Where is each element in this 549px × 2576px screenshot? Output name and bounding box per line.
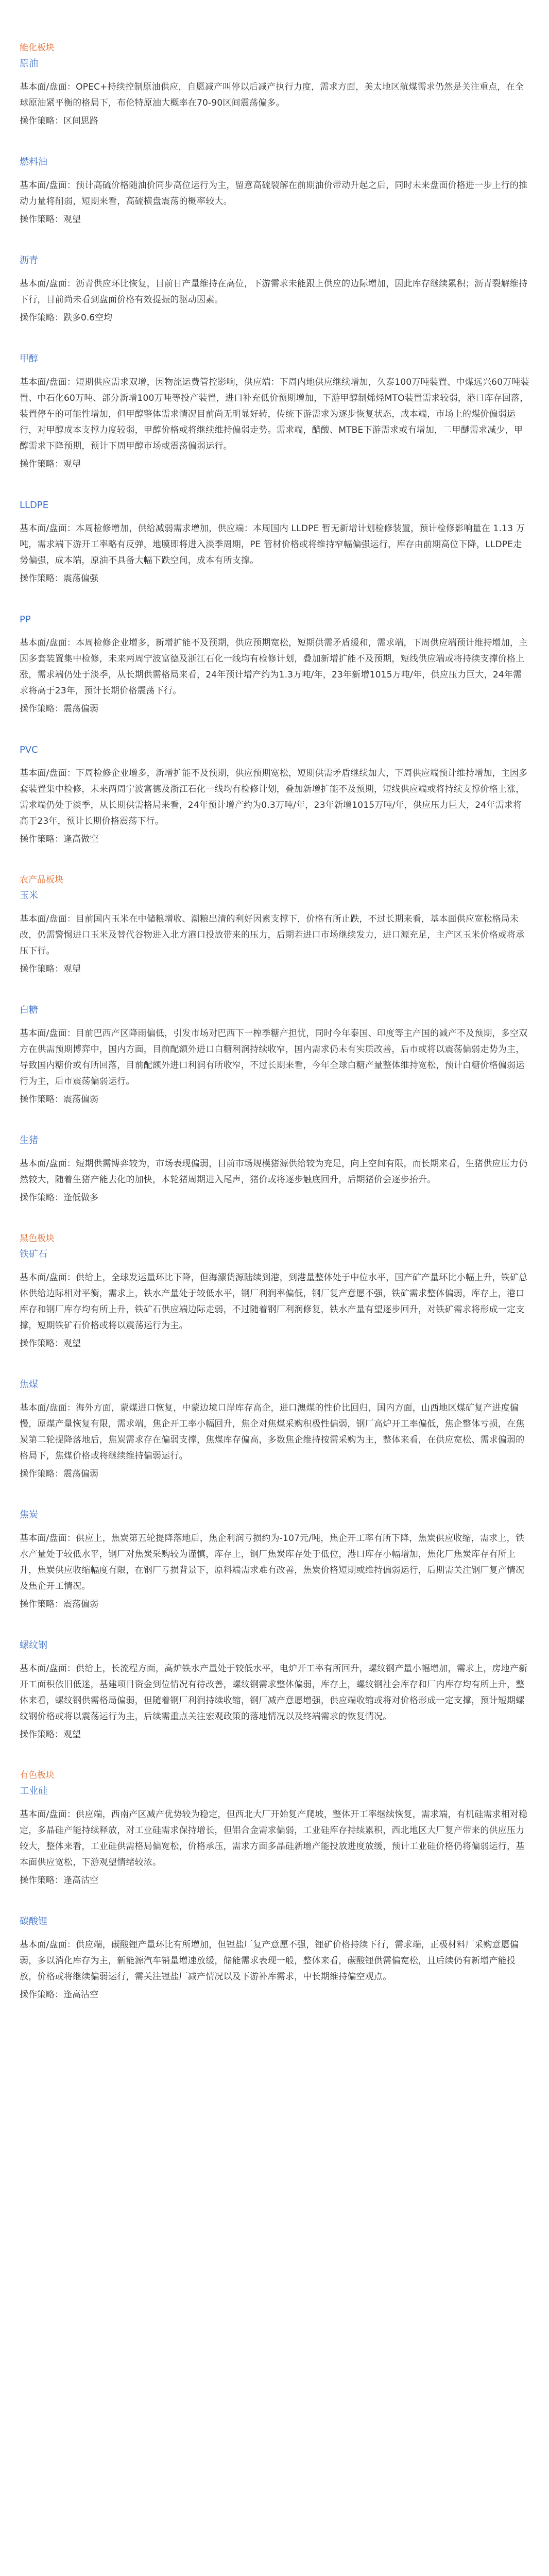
commodity-title: 铁矿石 — [20, 1249, 47, 1260]
commodity-title: 焦煤 — [20, 1379, 38, 1390]
analysis-paragraph: 基本面/盘面：短期供需博弈较为，市场表现偏弱，目前市场规模猪源供给较为充足，向上空间有限，而长期来看，生猪供应压力仍然较大，随着生猪产能去化的加快，本轮猪周期进入尾声，猪价或将逐步触底回升，后期猪价会逐步抬升。 — [20, 1159, 528, 1185]
commodity-title: 甲醇 — [20, 353, 38, 364]
commodity-section — [20, 499, 529, 587]
commodity-title: LLDPE — [20, 500, 49, 511]
strategy-line: 操作策略：跌多0.6空均 — [20, 313, 113, 323]
analysis-paragraph: 基本面/盘面：供应端，西南产区减产优势较为稳定，但西北大厂开始复产爬坡，整体开工率继续恢复，需求端，有机硅需求相对稳定，多晶硅产能持续释放，对工业硅需求保持增长，但铝合金需求偏弱，工业硅库存持续累积，西北地区大厂复产带来的供应压力较大，整体来看，工业硅供需格局偏宽松，价格承压，需求方面多晶硅新增产能投放进度放缓，预计工业硅价格仍将偏弱运行，基本面供应宽松，下游观望情绪较浓。 — [20, 1809, 528, 1868]
commodity-title: 工业硅 — [20, 1786, 47, 1797]
strategy-line: 操作策略：震荡偏弱 — [20, 1599, 98, 1609]
category-block — [20, 1233, 529, 1743]
category-block — [20, 42, 529, 848]
commodity-section — [20, 614, 529, 717]
category-title: 有色板块 — [20, 1770, 55, 1781]
commodity-title: 焦炭 — [20, 1510, 38, 1520]
commodity-title: 螺纹钢 — [20, 1640, 47, 1651]
commodity-section — [20, 1004, 529, 1108]
analysis-paragraph: 基本面/盘面：短期供应需求双增，因物流运费管控影响，供应端：下周内地供应继续增加，久泰100万吨装置、中煤远兴60万吨装置、中石化60万吨、部分新增100万吨等投产装置，进口补充低价预期增加，下游甲醇制烯烃MTO装置需求较弱，港口库存回落，装置停车的可能性增加，但甲醇整体需求情况目前尚无明显好转，传统下游需求为逐步恢复状态，成本端，市场上的煤价偏弱运行，对甲醇成本支撑力度较弱，甲醇价格或将继续维持偏弱走势。需求端，醋酸、MTBE下游需求或有增加，二甲醚需求减少，甲醇需求下降预期，预计下周甲醇市场或震荡偏弱运行。 — [20, 377, 529, 451]
analysis-paragraph: 基本面/盘面：预计高硫价格随油价同步高位运行为主，留意高硫裂解在前期油价带动升起之后，同时未来盘面价格进一步上行的推动力量将削弱，短期来看，高硫横盘震荡的概率较大。 — [20, 180, 528, 207]
commodity-section — [20, 156, 529, 228]
commodity-section — [20, 1639, 529, 1743]
commodity-title: PP — [20, 614, 31, 625]
strategy-line: 操作策略：震荡偏弱 — [20, 1469, 98, 1479]
category-block — [20, 874, 529, 1206]
strategy-line: 操作策略：逢高沽空 — [20, 1990, 98, 2000]
strategy-line: 操作策略：逢高沽空 — [20, 1875, 98, 1886]
commodity-section — [20, 1785, 529, 1889]
analysis-paragraph: 基本面/盘面：目前巴西产区降雨偏低，引发市场对巴西下一榨季糖产担忧，同时今年泰国、印度等主产国的减产不及预期，多空双方在供需预期博弈中，国内方面，目前配额外进口白糖利润持续收窄，国内需求仍未有实质改善，后市或将以震荡偏弱走势为主，导致国内糖价或有所回落，目前配额外进口利润有所收窄，不过长期来看，今年全球白糖产量整体维持宽松，预计白糖价格偏弱运行为主，后市震荡偏弱运行。 — [20, 1028, 528, 1087]
commodity-title: 沥青 — [20, 255, 38, 266]
report-content — [20, 31, 529, 2030]
analysis-paragraph: 基本面/盘面：本周检修增加，供给减弱需求增加，供应端：本周国内 LLDPE 暂无新增计划检修装置，预计检修影响量在 1.13 万吨，需求端下游开工率略有反弹，地膜即将进入淡季周期，PE 管材价格或将维持窄幅偏强运行，库存由前期高位下降，LLDPE走势偏强，成本端，原油不具备大幅下跌空间，成本有所支撑。 — [20, 523, 525, 566]
commodity-section — [20, 1248, 529, 1352]
strategy-line: 操作策略：逢低做多 — [20, 1193, 98, 1203]
category-block — [20, 1770, 529, 2003]
strategy-line: 操作策略：观望 — [20, 1338, 81, 1349]
commodity-section — [20, 1379, 529, 1482]
commodity-title: 玉米 — [20, 890, 38, 901]
category-title: 黑色板块 — [20, 1233, 55, 1244]
strategy-line: 操作策略：观望 — [20, 1730, 81, 1740]
strategy-line: 操作策略：观望 — [20, 459, 81, 469]
commodity-title: 碳酸锂 — [20, 1916, 47, 1927]
commodity-section — [20, 890, 529, 977]
commodity-section — [20, 255, 529, 326]
commodity-section — [20, 353, 529, 472]
commodity-section — [20, 1134, 529, 1206]
commodity-title: PVC — [20, 744, 38, 755]
analysis-paragraph: 基本面/盘面：OPEC+持续控制原油供应，自愿减产叫停以后减产执行力度，需求方面，美太地区航煤需求仍然是关注重点，在全球原油紧平衡的格局下，布伦特原油大概率在70-90区间震荡偏多。 — [20, 82, 524, 108]
strategy-line: 操作策略：区间思路 — [20, 116, 98, 126]
category-title: 能化板块 — [20, 43, 55, 53]
commodity-title: 白糖 — [20, 1005, 38, 1015]
commodity-section — [20, 58, 529, 129]
strategy-line: 操作策略：观望 — [20, 214, 81, 225]
commodity-section — [20, 744, 529, 848]
analysis-paragraph: 基本面/盘面：供应端，碳酸锂产量环比有所增加，但锂盐厂复产意愿不强，锂矿价格持续下行，需求端，正极材料厂采购意愿偏弱，多以消化库存为主，新能源汽车销量增速放缓，储能需求表现一般，整体来看，碳酸锂供需偏宽松，且后续仍有新增产能投放，价格或将继续偏弱运行，需关注锂盐厂减产情况以及下游补库需求，中长期维持偏空观点。 — [20, 1940, 519, 1982]
analysis-paragraph: 基本面/盘面：海外方面，蒙煤进口恢复，中蒙边境口岸库存高企，进口澳煤的性价比回归，国内方面，山西地区煤矿复产进度偏慢，原煤产量恢复有限，需求端，焦企开工率小幅回升，焦企对焦煤采购积极性偏弱，钢厂高炉开工率偏低，焦企整体亏损，在焦炭第二轮提降落地后，焦炭需求存在偏弱支撑，焦煤库存偏高，多数焦企维持按需采购为主，整体来看，在供应宽松、需求偏弱的格局下，焦煤价格或将继续维持偏弱运行。 — [20, 1403, 525, 1461]
commodity-section — [20, 1916, 529, 2003]
analysis-paragraph: 基本面/盘面：供给上，全球发运量环比下降，但海漂货源陆续到港，到港量整体处于中位水平，国产矿产量环比小幅上升，铁矿总体供给边际相对平衡，需求上，铁水产量处于较低水平，钢厂利润率偏低，钢厂复产意愿不强，铁矿需求整体偏弱，库存上，港口库存和钢厂库存均有所上升，铁矿石供应端边际走弱，不过随着钢厂利润修复，铁水产量有望逐步回升，对铁矿需求将形成一定支撑，短期铁矿石价格或将以震荡运行为主。 — [20, 1273, 528, 1331]
commodity-title: 原油 — [20, 58, 38, 69]
category-title: 农产品板块 — [20, 875, 63, 885]
analysis-paragraph: 基本面/盘面：本周检修企业增多，新增扩能不及预期，供应预期宽松，短期供需矛盾缓和，需求端，下周供应端预计维持增加，主因多套装置集中检修，未来两周宁波富德及浙江石化一线均有检修计划，叠加新增扩能不及预期，短线供应端或将持续支撑价格上涨，需求端仍处于淡季，从长期供需格局来看，24年预计增产约为1.3万吨/年，23年新增1015万吨/年，供应压力巨大，24年需求将高于23年，预计长期价格震荡下行。 — [20, 638, 528, 696]
commodity-title: 燃料油 — [20, 157, 47, 167]
analysis-paragraph: 基本面/盘面：沥青供应环比恢复，目前日产量维持在高位，下游需求未能跟上供应的边际增加，因此库存继续累积；沥青裂解维持下行，目前尚未看到盘面价格有效提振的驱动因素。 — [20, 279, 528, 305]
analysis-paragraph: 基本面/盘面：目前国内玉米在中储粮增收、潮粮出清的利好因素支撑下，价格有所止跌，不过长期来看，基本面供应宽松格局未改，仍需警惕进口玉米及替代谷物进入北方港口投放带来的压力，后期若进口市场继续发力，进口源充足，主产区玉米价格或将承压下行。 — [20, 914, 525, 956]
analysis-paragraph: 基本面/盘面：供应上，焦炭第五轮提降落地后，焦企利润亏损约为-107元/吨，焦企开工率有所下降，焦炭供应收缩，需求上，铁水产量处于较低水平，钢厂对焦炭采购较为谨慎，库存上，钢厂焦炭库存处于低位，港口库存小幅增加，焦化厂焦炭库存有所上升，焦炭供应收缩幅度有限，在钢厂亏损背景下，原料端需求难有改善，焦炭价格短期或维持偏弱运行，后期需关注钢厂复产情况及焦企开工情况。 — [20, 1533, 525, 1591]
strategy-line: 操作策略：震荡偏弱 — [20, 704, 98, 714]
strategy-line: 操作策略：逢高做空 — [20, 834, 98, 844]
strategy-line: 操作策略：观望 — [20, 964, 81, 974]
analysis-paragraph: 基本面/盘面：供给上，长流程方面，高炉铁水产量处于较低水平，电炉开工率有所回升，螺纹钢产量小幅增加，需求上，房地产新开工面积依旧低迷，基建项目资金到位情况有待改善，螺纹钢需求整体偏弱，库存上，螺纹钢社会库存和厂内库存均有所上升，整体来看，螺纹钢供需格局偏弱，但随着钢厂利润持续收缩，钢厂减产意愿增强，供应端收缩或将对价格形成一定支撑，预计短期螺纹钢价格或将以震荡运行为主，后续需重点关注宏观政策的落地情况以及终端需求的恢复情况。 — [20, 1664, 528, 1722]
strategy-line: 操作策略：震荡偏强 — [20, 573, 98, 584]
commodity-title: 生猪 — [20, 1135, 38, 1146]
strategy-line: 操作策略：震荡偏弱 — [20, 1094, 98, 1105]
analysis-paragraph: 基本面/盘面：下周检修企业增多，新增扩能不及预期，供应预期宽松，短期供需矛盾继续加大，下周供应端预计维持增加，主因多套装置集中检修，未来两周宁波富德及浙江石化一线均有检修计划，叠加新增扩能不及预期，短线供应端或将持续支撑价格上涨，需求端仍处于淡季，从长期供需格局来看，24年预计增产约为0.3万吨/年，23年新增1015万吨/年，供应压力巨大，24年需求将高于23年，预计长期价格震荡下行。 — [20, 768, 528, 826]
commodity-section — [20, 1509, 529, 1613]
